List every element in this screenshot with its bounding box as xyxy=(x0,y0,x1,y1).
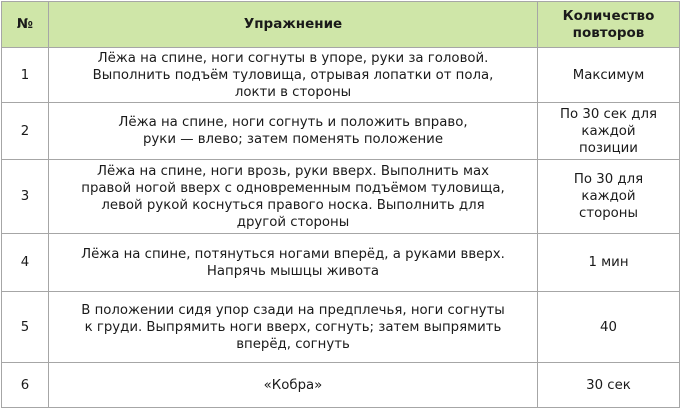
exercise-line: Напрячь мышцы живота xyxy=(206,263,380,279)
repetitions-line: каждой xyxy=(581,189,636,204)
repetitions-value xyxy=(538,292,680,363)
repetitions-line: каждой xyxy=(581,123,636,139)
repetitions-value xyxy=(538,160,680,234)
exercise-description xyxy=(49,48,538,103)
repetitions-line: 30 сек xyxy=(586,377,631,393)
table-row xyxy=(2,363,680,408)
header-repetitions-line-1: Количество xyxy=(562,7,655,24)
repetitions-line: По 30 для xyxy=(573,172,644,187)
row-number: 2 xyxy=(2,103,49,160)
exercise-description xyxy=(49,103,538,160)
repetitions-value xyxy=(538,103,680,160)
exercise-line: В положении сидя упор сзади на предплечья, ноги согнуты xyxy=(81,302,505,318)
repetitions-line: По 30 сек для xyxy=(560,106,657,122)
row-number: 6 xyxy=(2,363,49,408)
exercise-line: другой стороны xyxy=(236,214,350,230)
exercise-line: левой рукой коснуться правого носка. Выполнить для xyxy=(101,197,485,213)
exercise-line: Выполнить подъём туловища, отрывая лопатки от пола, xyxy=(92,67,494,83)
row-number: 5 xyxy=(2,292,49,363)
exercise-table xyxy=(1,1,680,408)
table-row xyxy=(2,292,680,363)
repetitions-value xyxy=(538,363,680,408)
exercise-line: Лёжа на спине, ноги согнуты в упоре, руки за головой. xyxy=(97,50,489,66)
repetitions-value xyxy=(538,234,680,292)
header-repetitions-line-2: повторов xyxy=(572,24,645,41)
row-number: 1 xyxy=(2,48,49,103)
exercise-line: Лёжа на спине, потянуться ногами вперёд, а руками вверх. xyxy=(81,246,505,262)
exercise-line: вперёд, согнуть xyxy=(236,336,350,352)
exercise-line: к груди. Выпрямить ноги вверх, согнуть; затем выпрямить xyxy=(84,319,502,335)
exercise-description xyxy=(49,292,538,363)
exercise-line: Лёжа на спине, ноги согнуть и положить вправо, xyxy=(118,115,468,130)
header-exercise: Упражнение xyxy=(49,2,538,48)
table-row xyxy=(2,234,680,292)
table-row xyxy=(2,48,680,103)
header-repetitions xyxy=(538,2,680,48)
table-row xyxy=(2,103,680,160)
repetitions-line: Максимум xyxy=(572,67,645,83)
exercise-line: Лёжа на спине, ноги врозь, руки вверх. Выполнить мах xyxy=(97,163,489,179)
repetitions-line: стороны xyxy=(579,206,638,221)
repetitions-value xyxy=(538,48,680,103)
exercise-line: руки — влево; затем поменять положение xyxy=(142,132,443,147)
exercise-line: «Кобра» xyxy=(263,377,323,393)
header-number: № xyxy=(2,2,49,48)
row-number: 4 xyxy=(2,234,49,292)
table-header-row xyxy=(2,2,680,48)
table-row xyxy=(2,160,680,234)
exercise-line: правой ногой вверх с одновременным подъёмом туловища, xyxy=(81,180,505,196)
exercise-description xyxy=(49,234,538,292)
repetitions-line: 40 xyxy=(600,319,617,335)
exercise-line: локти в стороны xyxy=(234,84,352,100)
repetitions-line: 1 мин xyxy=(588,255,629,270)
exercise-description xyxy=(49,160,538,234)
exercise-description xyxy=(49,363,538,408)
row-number: 3 xyxy=(2,160,49,234)
repetitions-line: позиции xyxy=(579,140,638,156)
